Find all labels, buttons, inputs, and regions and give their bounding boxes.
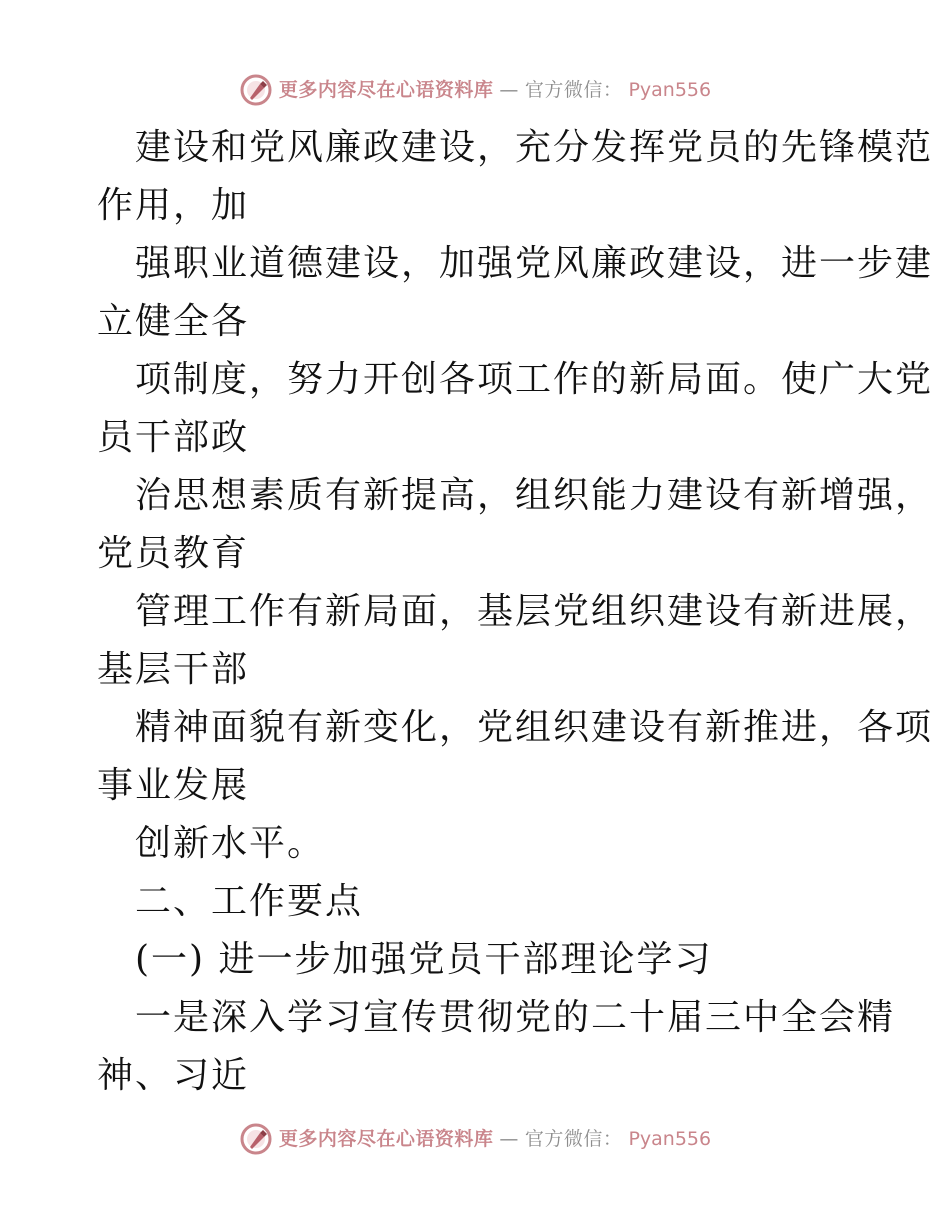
paragraph-line: 党员教育 [97, 533, 250, 574]
watermark-wechat-label: 官方微信： [524, 1128, 623, 1150]
paragraph-line: 员干部政 [97, 417, 250, 458]
paragraph-line: 精神面貌有新变化，党组织建设有新推进，各项 [135, 707, 934, 748]
paragraph-line: 事业发展 [97, 765, 250, 806]
section-heading: 二、工作要点 [135, 881, 364, 922]
paragraph-line: 建设和党风廉政建设，充分发挥党员的先锋模范 [135, 127, 934, 168]
pen-nib-logo-icon [239, 1122, 273, 1156]
header-watermark [0, 72, 950, 108]
watermark-wechat-id: Pyan556 [628, 79, 712, 101]
paragraph-line: 创新水平。 [135, 823, 326, 864]
watermark-brand: 更多内容尽在心语资料库 [278, 79, 494, 101]
paragraph-line: 管理工作有新局面，基层党组织建设有新进展， [135, 591, 934, 632]
watermark-wechat-id: Pyan556 [628, 1128, 712, 1150]
subsection-heading: (一) 进一步加强党员干部理论学习 [135, 939, 713, 980]
paragraph-line: 治思想素质有新提高，组织能力建设有新增强， [135, 475, 934, 516]
footer-watermark [0, 1121, 950, 1157]
paragraph-line: 强职业道德建设，加强党风廉政建设，进一步建 [135, 243, 934, 284]
paragraph-line: 作用，加 [97, 185, 250, 226]
document-body [97, 119, 934, 1105]
watermark-wechat-label: 官方微信： [524, 79, 623, 101]
watermark-dash: — [499, 1128, 519, 1150]
paragraph-line: 项制度，努力开创各项工作的新局面。使广大党 [135, 359, 934, 400]
pen-nib-logo-icon [239, 73, 273, 107]
paragraph-line: 基层干部 [97, 649, 250, 690]
paragraph-line: 神、习近 [97, 1055, 250, 1096]
watermark-brand: 更多内容尽在心语资料库 [278, 1128, 494, 1150]
paragraph-line: 一是深入学习宣传贯彻党的二十届三中全会精 [135, 997, 896, 1038]
paragraph-line: 立健全各 [97, 301, 250, 342]
watermark-dash: — [499, 79, 519, 101]
